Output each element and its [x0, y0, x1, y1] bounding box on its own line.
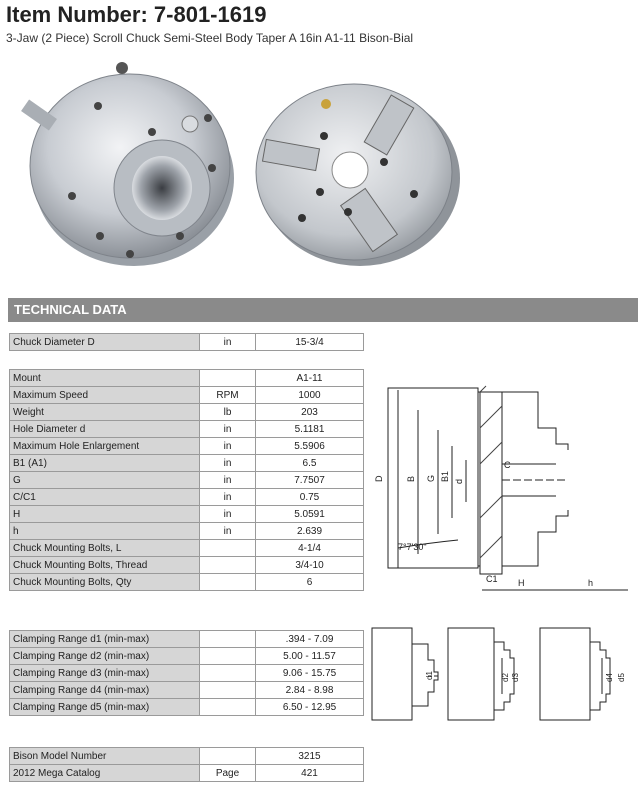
main-spec-table [9, 369, 364, 591]
table-row [10, 699, 364, 716]
spec-label: Chuck Diameter D [10, 334, 200, 351]
spec-value: 15-3/4 [256, 334, 364, 351]
label-d1: d1 [425, 671, 434, 680]
spec-label: Clamping Range d4 (min-max) [10, 682, 200, 699]
label-C: C [504, 460, 511, 470]
spec-unit: Page [200, 765, 256, 782]
label-d2: d2 [501, 673, 510, 682]
spec-unit: in [200, 421, 256, 438]
spec-unit: in [200, 334, 256, 351]
spec-value: 203 [256, 404, 364, 421]
spec-unit: in [200, 489, 256, 506]
table-row [10, 472, 364, 489]
spec-label: h [10, 523, 200, 540]
spec-value: 421 [256, 765, 364, 782]
spec-label: B1 (A1) [10, 455, 200, 472]
spec-label: G [10, 472, 200, 489]
label-d: d [454, 478, 464, 484]
label-H: H [518, 578, 525, 588]
spec-value: 6 [256, 574, 364, 591]
table-row [10, 506, 364, 523]
page-title: Item Number: 7-801-1619 [6, 2, 267, 27]
label-h: h [588, 578, 594, 588]
spec-unit: lb [200, 404, 256, 421]
chuck-cross-section-drawing [368, 368, 634, 596]
chuck-face-photo [244, 74, 466, 270]
spec-unit [200, 699, 256, 716]
spec-unit: in [200, 472, 256, 489]
spec-value: 5.0591 [256, 506, 364, 523]
spec-value: 3/4-10 [256, 557, 364, 574]
table-row [10, 748, 364, 765]
spec-unit [200, 682, 256, 699]
table-row [10, 765, 364, 782]
spec-value: 5.5906 [256, 438, 364, 455]
spec-label: Clamping Range d2 (min-max) [10, 648, 200, 665]
spec-value: 7.7507 [256, 472, 364, 489]
spec-unit [200, 557, 256, 574]
spec-unit: RPM [200, 387, 256, 404]
table-row [10, 404, 364, 421]
spec-label: Mount [10, 370, 200, 387]
clamping-range-table [9, 630, 364, 716]
spec-label: H [10, 506, 200, 523]
label-d5: d5 [617, 673, 626, 682]
table-row [10, 455, 364, 472]
table-row [10, 387, 364, 404]
label-G: G [426, 474, 436, 482]
table-row [10, 489, 364, 506]
table-row [10, 370, 364, 387]
spec-value: 3215 [256, 748, 364, 765]
table-row [10, 421, 364, 438]
spec-unit: in [200, 438, 256, 455]
spec-label: Chuck Mounting Bolts, Thread [10, 557, 200, 574]
spec-value: 5.00 - 11.57 [256, 648, 364, 665]
spec-value: 5.1181 [256, 421, 364, 438]
spec-unit [200, 574, 256, 591]
spec-label: Maximum Speed [10, 387, 200, 404]
table-row [10, 631, 364, 648]
table-row [10, 438, 364, 455]
section-header: TECHNICAL DATA [8, 298, 638, 322]
chuck-side-photo [12, 48, 240, 270]
spec-value: .394 - 7.09 [256, 631, 364, 648]
spec-label: Bison Model Number [10, 748, 200, 765]
table-row [10, 523, 364, 540]
spec-label: Chuck Mounting Bolts, L [10, 540, 200, 557]
label-angle: 7°7'30" [398, 542, 427, 552]
spec-value: 6.50 - 12.95 [256, 699, 364, 716]
spec-label: Clamping Range d1 (min-max) [10, 631, 200, 648]
diameter-table [9, 333, 364, 351]
spec-unit [200, 631, 256, 648]
spec-unit: in [200, 455, 256, 472]
spec-unit: in [200, 506, 256, 523]
table-row [10, 574, 364, 591]
spec-unit: in [200, 523, 256, 540]
spec-label: Weight [10, 404, 200, 421]
spec-unit [200, 648, 256, 665]
table-row [10, 665, 364, 682]
spec-label: C/C1 [10, 489, 200, 506]
label-d3: d3 [511, 673, 520, 682]
label-B1: B1 [440, 470, 450, 482]
table-row [10, 682, 364, 699]
table-row [10, 557, 364, 574]
spec-value: 2.84 - 8.98 [256, 682, 364, 699]
table-row [10, 334, 364, 351]
label-D: D [374, 475, 384, 482]
table-row [10, 540, 364, 557]
spec-label: Chuck Mounting Bolts, Qty [10, 574, 200, 591]
spec-label: Hole Diameter d [10, 421, 200, 438]
product-description: 3-Jaw (2 Piece) Scroll Chuck Semi-Steel Body Taper A 16in A1-11 Bison-Bial [6, 31, 414, 45]
spec-value: 4-1/4 [256, 540, 364, 557]
spec-unit [200, 665, 256, 682]
spec-value: 2.639 [256, 523, 364, 540]
spec-value: 6.5 [256, 455, 364, 472]
spec-label: Maximum Hole Enlargement [10, 438, 200, 455]
spec-value: 9.06 - 15.75 [256, 665, 364, 682]
spec-label: Clamping Range d3 (min-max) [10, 665, 200, 682]
spec-value: 1000 [256, 387, 364, 404]
spec-unit [200, 370, 256, 387]
label-d4: d4 [605, 673, 614, 682]
spec-unit [200, 748, 256, 765]
table-row [10, 648, 364, 665]
clamping-range-drawing [368, 624, 634, 724]
spec-label: 2012 Mega Catalog [10, 765, 200, 782]
spec-unit [200, 540, 256, 557]
spec-label: Clamping Range d5 (min-max) [10, 699, 200, 716]
spec-value: A1-11 [256, 370, 364, 387]
label-C1: C1 [486, 574, 498, 584]
label-B: B [406, 475, 416, 482]
spec-value: 0.75 [256, 489, 364, 506]
model-table [9, 747, 364, 782]
